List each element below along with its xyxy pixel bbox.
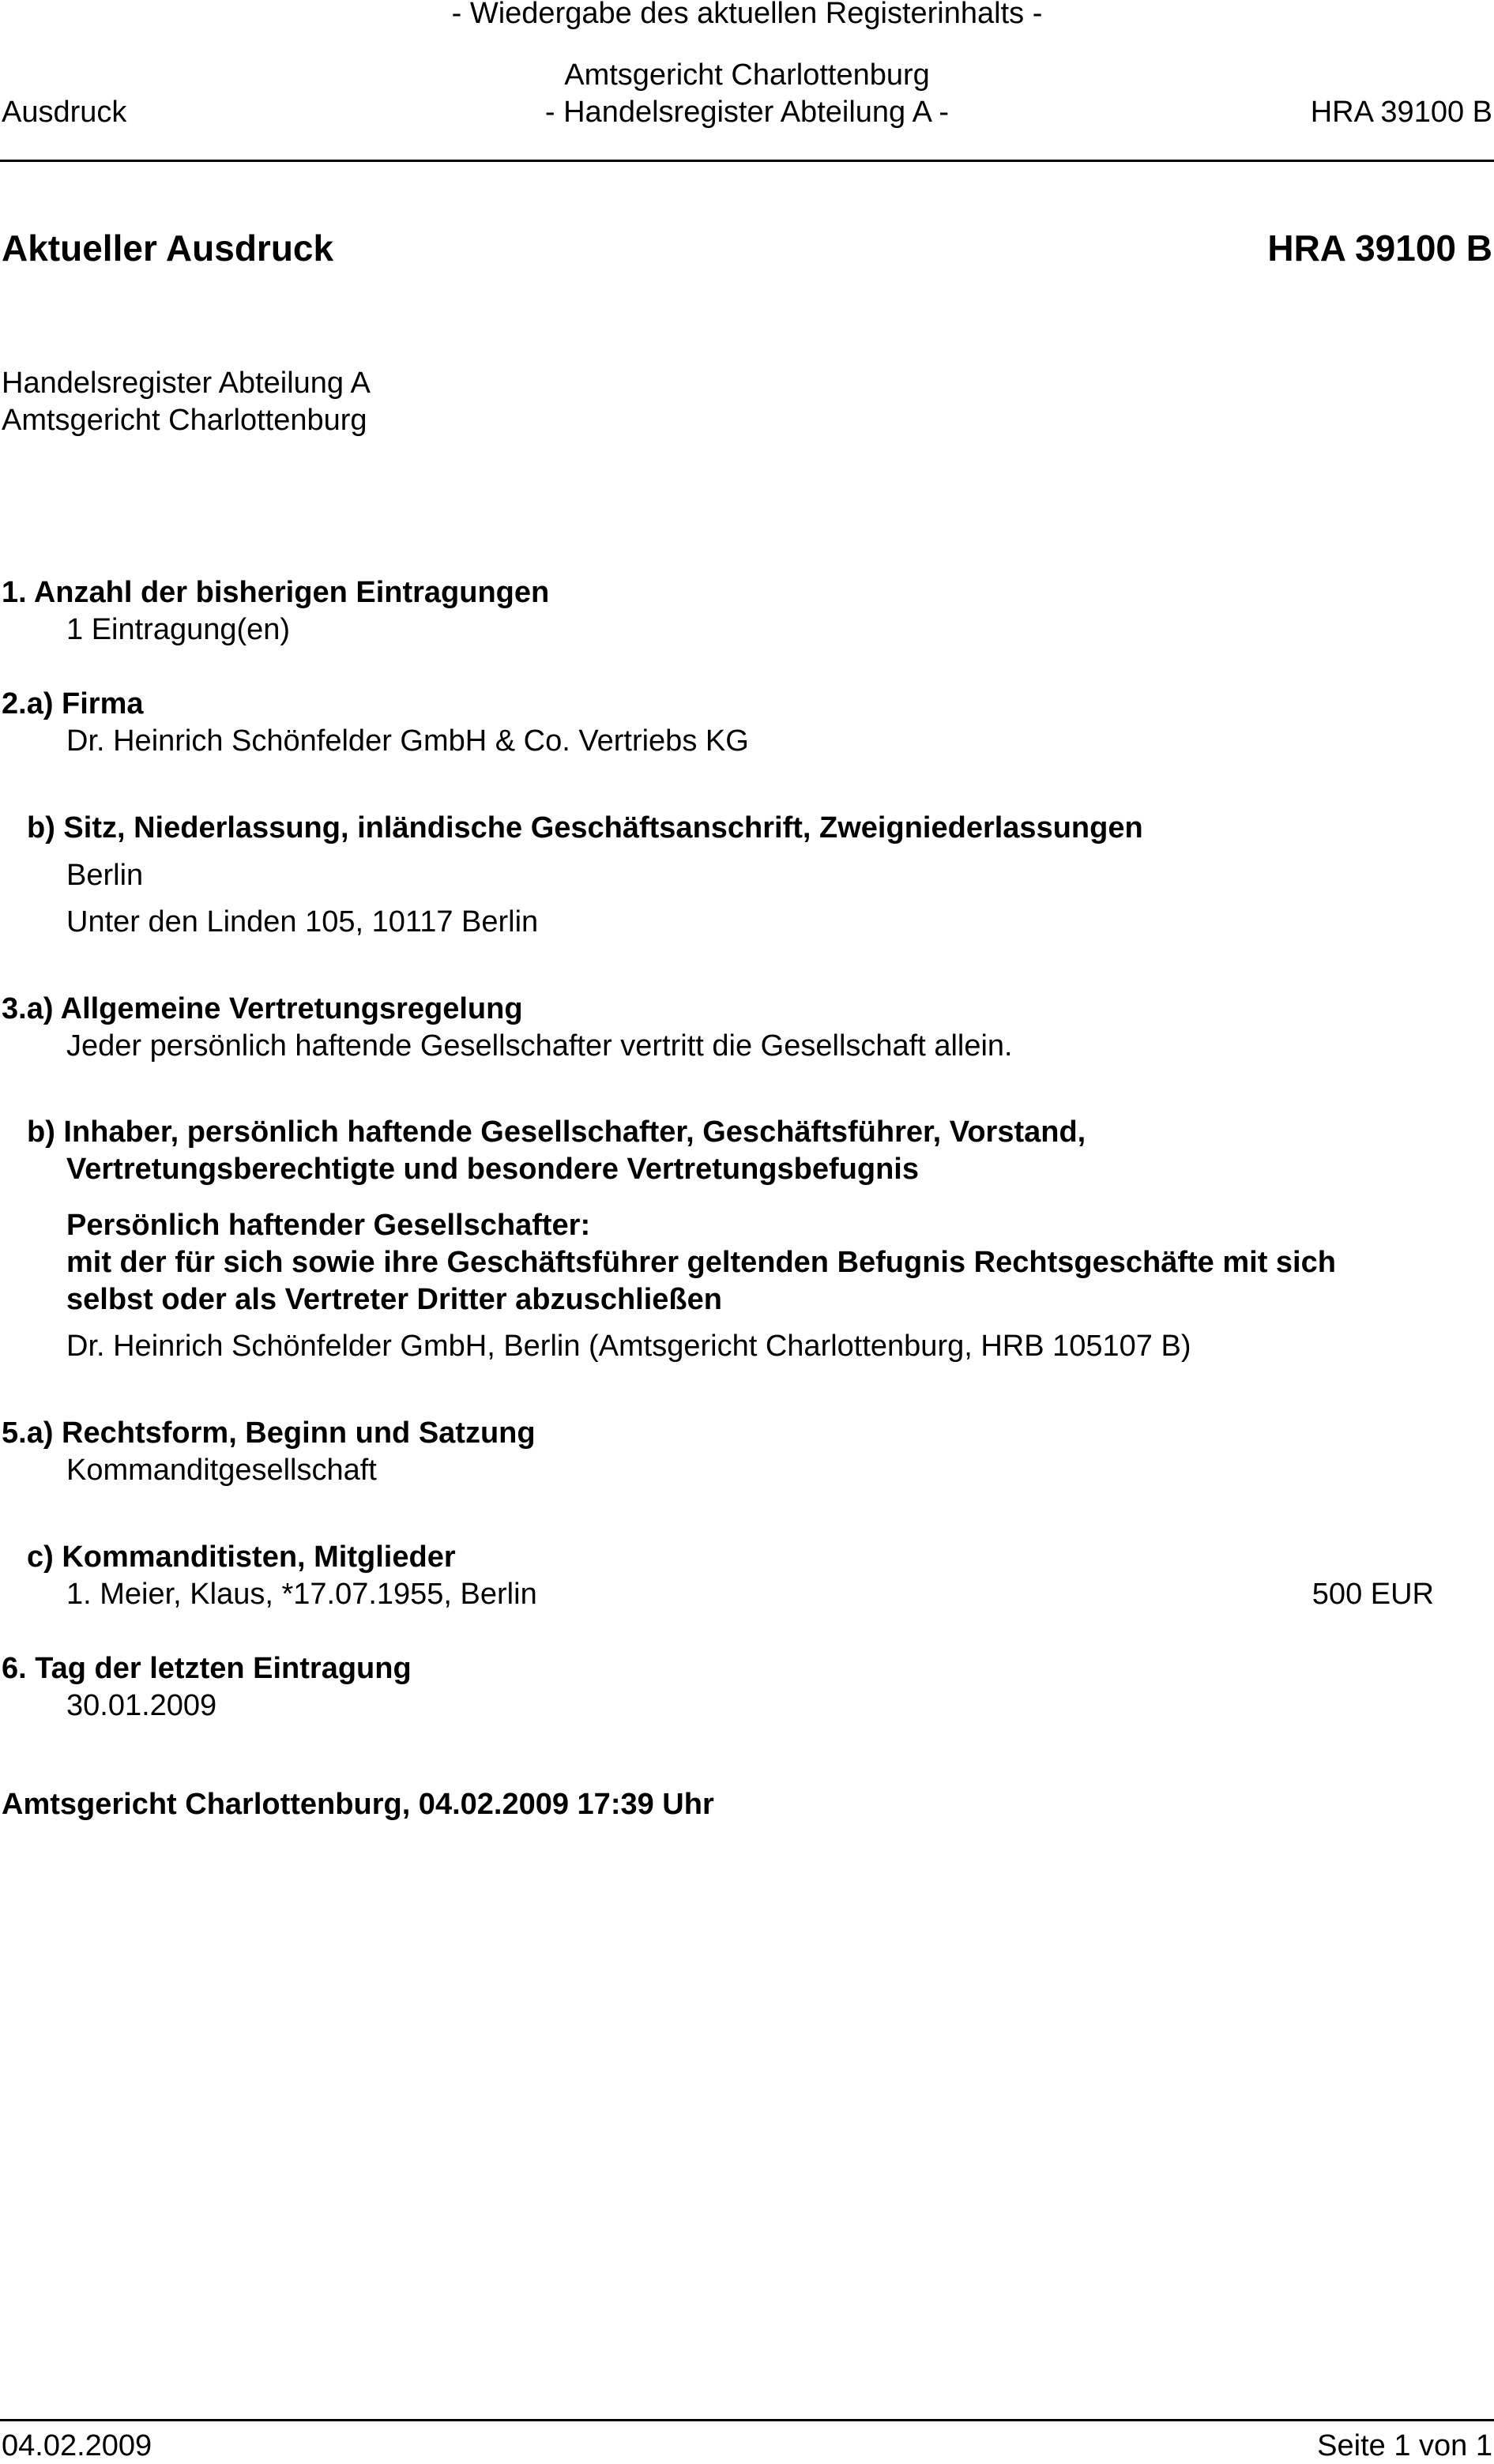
intro-register: Handelsregister Abteilung A	[2, 367, 371, 400]
section-5c-heading: c) Kommanditisten, Mitglieder	[27, 1540, 456, 1574]
section-3b-authority-line1: mit der für sich sowie ihre Geschäftsführer geltenden Befugnis Rechtsgeschäfte mit sich	[66, 1246, 1336, 1279]
section-3b-value: Dr. Heinrich Schönfelder GmbH, Berlin (Amtsgericht Charlottenburg, HRB 105107 B)	[66, 1330, 1191, 1363]
header-hra-number: HRA 39100 B	[1310, 96, 1492, 129]
intro-court: Amtsgericht Charlottenburg	[2, 404, 367, 437]
section-3b-heading-line1: b) Inhaber, persönlich haftende Gesellschafter, Geschäftsführer, Vorstand,	[27, 1115, 1086, 1149]
section-6-value: 30.01.2009	[66, 1689, 217, 1722]
section-1-value: 1 Eintragung(en)	[66, 613, 291, 646]
section-2b-address: Unter den Linden 105, 10117 Berlin	[66, 905, 539, 939]
section-5a-heading: 5.a) Rechtsform, Beginn und Satzung	[2, 1416, 536, 1450]
header-divider	[0, 160, 1494, 162]
closing-statement: Amtsgericht Charlottenburg, 04.02.2009 17:39 Uhr	[2, 1788, 714, 1821]
page-title: Aktueller Ausdruck	[2, 228, 334, 269]
section-3b-role: Persönlich haftender Gesellschafter:	[66, 1209, 591, 1242]
section-2a-heading: 2.a) Firma	[2, 687, 144, 720]
section-5c-amount: 500 EUR	[1311, 1578, 1434, 1611]
header-court: Amtsgericht Charlottenburg	[564, 58, 930, 92]
footer-page-number: Seite 1 von 1	[1317, 2429, 1492, 2462]
section-2b-heading: b) Sitz, Niederlassung, inländische Geschäftsanschrift, Zweigniederlassungen	[27, 811, 1143, 845]
header-reproduction-note: - Wiedergabe des aktuellen Registerinhalts -	[451, 0, 1043, 30]
section-1-heading: 1. Anzahl der bisherigen Eintragungen	[2, 576, 550, 609]
section-2a-value: Dr. Heinrich Schönfelder GmbH & Co. Vertriebs KG	[66, 724, 749, 758]
title-hra-number: HRA 39100 B	[1267, 228, 1492, 269]
section-3a-heading: 3.a) Allgemeine Vertretungsregelung	[2, 992, 523, 1025]
section-3a-value: Jeder persönlich haftende Gesellschafter vertritt die Gesellschaft allein.	[66, 1029, 1013, 1063]
section-5a-value: Kommanditgesellschaft	[66, 1454, 377, 1487]
section-3b-authority-line2: selbst oder als Vertreter Dritter abzuschließen	[66, 1283, 722, 1316]
header-register: - Handelsregister Abteilung A -	[544, 96, 950, 129]
section-5c-entry: 1. Meier, Klaus, *17.07.1955, Berlin	[66, 1578, 537, 1611]
footer-date: 04.02.2009	[2, 2429, 152, 2462]
section-6-heading: 6. Tag der letzten Eintragung	[2, 1652, 412, 1685]
section-3b-heading-line2: Vertretungsberechtigte und besondere Vertretungsbefugnis	[66, 1153, 919, 1186]
footer-divider	[0, 2419, 1494, 2421]
header-left-label: Ausdruck	[2, 96, 127, 129]
section-2b-seat: Berlin	[66, 859, 144, 892]
